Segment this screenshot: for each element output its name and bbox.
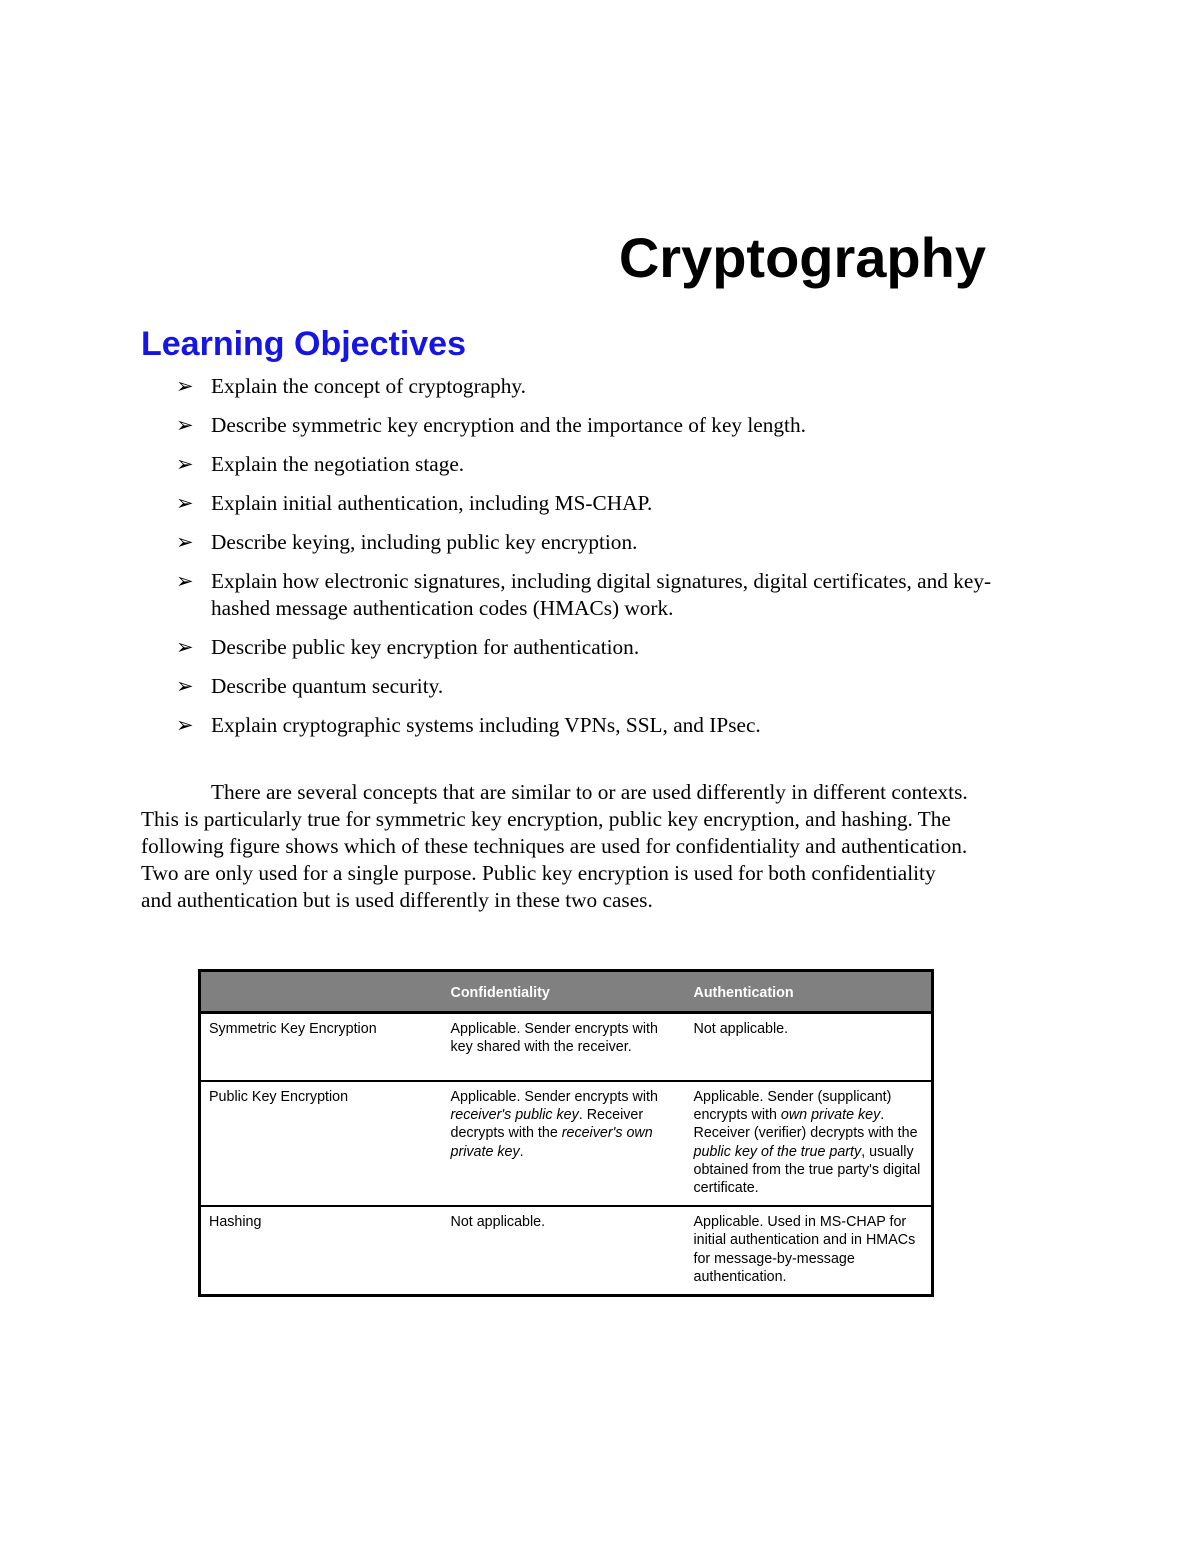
comparison-table-container — [198, 969, 931, 1297]
cell-technique: Symmetric Key Encryption — [200, 1013, 443, 1082]
objective-text: Explain the concept of cryptography. — [211, 374, 527, 398]
objective-item — [176, 568, 1006, 622]
objective-item — [176, 373, 1006, 400]
table-row — [200, 1206, 933, 1295]
objective-item — [176, 529, 1006, 556]
arrow-bullet-icon: ➢ — [176, 713, 194, 737]
cell-technique: Public Key Encryption — [200, 1081, 443, 1206]
header-authentication: Authentication — [686, 971, 933, 1013]
cell-confidentiality: Not applicable. — [443, 1206, 686, 1295]
objective-text: Explain cryptographic systems including VPNs, SSL, and IPsec. — [211, 713, 761, 737]
objective-text: Explain the negotiation stage. — [211, 452, 465, 476]
learning-objectives-heading: Learning Objectives — [141, 325, 466, 363]
arrow-bullet-icon: ➢ — [176, 413, 194, 437]
objective-text: Describe quantum security. — [211, 674, 444, 698]
cell-confidentiality: Applicable. Sender encrypts with receiver's public key. Receiver decrypts with the receiver's own private key. — [443, 1081, 686, 1206]
objective-item — [176, 673, 1006, 700]
objective-text: Explain initial authentication, including MS-CHAP. — [211, 491, 653, 515]
comparison-table — [198, 969, 934, 1297]
objective-item — [176, 712, 1006, 739]
cell-confidentiality: Applicable. Sender encrypts with key shared with the receiver. — [443, 1013, 686, 1082]
header-technique — [200, 971, 443, 1013]
arrow-bullet-icon: ➢ — [176, 491, 194, 515]
page-title: Cryptography — [618, 226, 986, 289]
learning-objectives-list — [176, 373, 1006, 751]
cell-authentication: Not applicable. — [686, 1013, 933, 1082]
objective-item — [176, 490, 1006, 517]
objective-item — [176, 412, 1006, 439]
table-row — [200, 1013, 933, 1082]
cell-authentication: Applicable. Sender (supplicant) encrypts with own private key. Receiver (verifier) decrypts with the public key of the true party, usually obtained from the true party's digital certificate. — [686, 1081, 933, 1206]
objective-text: Describe public key encryption for authentication. — [211, 635, 640, 659]
header-confidentiality: Confidentiality — [443, 971, 686, 1013]
arrow-bullet-icon: ➢ — [176, 569, 194, 593]
cell-authentication: Applicable. Used in MS-CHAP for initial authentication and in HMACs for message-by-message authentication. — [686, 1206, 933, 1295]
table-header-row — [200, 971, 933, 1013]
objective-item — [176, 634, 1006, 661]
objective-text: Describe symmetric key encryption and the importance of key length. — [211, 413, 806, 437]
objective-text: Explain how electronic signatures, including digital signatures, digital certificates, and key-hashed message authentication codes (HMACs) work. — [211, 569, 992, 620]
cell-technique: Hashing — [200, 1206, 443, 1295]
arrow-bullet-icon: ➢ — [176, 452, 194, 476]
objective-text: Describe keying, including public key encryption. — [211, 530, 638, 554]
intro-paragraph: There are several concepts that are similar to or are used differently in different contexts. This is particularly true for symmetric key encryption, public key encryption, and hashing. The following figure shows which of these techniques are used for confidentiality and authentication. Two are only used for a single purpose. Public key encryption is used for both confidentiality and authentication but is used differently in these two cases. — [141, 780, 968, 912]
table-row — [200, 1081, 933, 1206]
objective-item — [176, 451, 1006, 478]
arrow-bullet-icon: ➢ — [176, 635, 194, 659]
arrow-bullet-icon: ➢ — [176, 374, 194, 398]
arrow-bullet-icon: ➢ — [176, 530, 194, 554]
arrow-bullet-icon: ➢ — [176, 674, 194, 698]
